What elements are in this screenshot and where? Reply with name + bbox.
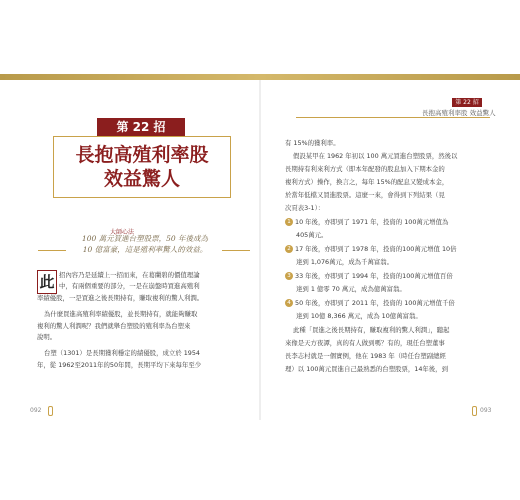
quote-line: 100 萬元買進台塑股票，50 年後成為	[81, 234, 209, 243]
body-line: 招內容乃是延續上一招而來，在葛蘭碧的價值理論	[59, 271, 200, 279]
running-header-tag: 第 22 招	[452, 98, 482, 107]
running-header-title: 長抱高殖利率股 效益驚人	[422, 109, 496, 117]
body-line: 說明。	[37, 333, 57, 341]
body-line: 此種「買進之後長期持有，賺取複利的驚人利潤」，聽起	[293, 326, 450, 334]
body-line: 中，有兩個重要的部分，一是在崩盤時買進高殖利	[59, 282, 200, 290]
body-line: 於當年低檔又買進股票。這麼一來，會得到下列結果（見	[285, 191, 445, 199]
body-line: 率績優股，一是買進之後長期持有，賺取複利的驚人利潤。	[37, 294, 204, 302]
list-item-line: 50 年後，亦即到了 2011 年，投資的 100萬元增值千倍	[295, 299, 455, 307]
list-item	[285, 271, 453, 282]
number-badge: 1	[285, 218, 293, 226]
chapter-tag: 第 22 招	[97, 118, 185, 136]
body-line: 來像是天方夜譚，真的有人做到嗎？有的，現任台塑董事	[285, 339, 445, 347]
list-item-cont: 405萬元。	[296, 231, 328, 239]
list-item-cont: 達到 1 億零 70 萬元，成為億萬富翁。	[296, 285, 406, 293]
chapter-title-line2: 效益驚人	[103, 168, 180, 190]
body-line: 年，從 1962至2011年的50年間，長期平均下來每年至少	[37, 361, 202, 369]
body-line: 次頁表3-1）：	[285, 204, 325, 212]
body-line: 長期持有利來利方式（即本年配發的股息加入下期本金的	[285, 165, 445, 173]
quote-tag: 大師心法	[110, 229, 135, 236]
page-marker-left	[48, 406, 53, 416]
header-rule	[296, 117, 490, 118]
list-item	[285, 244, 457, 255]
list-item-cont: 達到 1,076萬元，成為千萬富翁。	[296, 258, 394, 266]
page-number-left: 092	[30, 407, 42, 414]
body-line: 長李志村就是一個實例，他在 1983 年（時任台塑副總經	[285, 352, 446, 360]
number-badge: 2	[285, 245, 293, 253]
drop-cap: 此	[37, 270, 57, 294]
list-item-line: 10 年後，亦即到了 1971 年，投資的 100萬元增值為	[295, 218, 449, 226]
quote-line: 10 億富豪，這是殖利率驚人的效益。	[82, 245, 208, 254]
quote-ornament-right	[222, 238, 250, 251]
list-item-cont: 達到 10億 8,366 萬元，成為 10億萬富翁。	[296, 312, 422, 320]
page-number-right: 093	[480, 407, 492, 414]
list-item-line: 33 年後，亦即到了 1994 年，投資的100萬元增值百倍	[295, 272, 453, 280]
number-badge: 4	[285, 299, 293, 307]
quote-ornament-left	[38, 238, 66, 251]
number-badge: 3	[285, 272, 293, 280]
list-item-line: 17 年後，亦即到了 1978 年，投資的100萬元增值 10倍	[295, 245, 457, 253]
list-item	[285, 217, 448, 228]
chapter-title-line1: 長抱高殖利率股	[75, 144, 209, 166]
body-line: 複利方式）操作，換言之，每年 15%的配息又變成本金，	[285, 178, 449, 186]
chapter-title-box	[53, 136, 231, 198]
book-spine	[259, 80, 261, 420]
body-line: 有 15%的獲利率。	[285, 139, 340, 147]
page-marker-right	[472, 406, 477, 416]
list-item	[285, 298, 455, 309]
body-line: 複利的驚人利潤呢？我們就舉台塑股的殖利率為台塑來	[37, 322, 191, 330]
body-line: 假設某甲在 1962 年初以 100 萬元買進台塑股票，然後以	[293, 152, 458, 160]
body-line: 為什麼買進高殖利率績優股，並長期持有，就能夠賺取	[44, 310, 198, 318]
body-line: 理）以 100萬元買進自己最熟悉的台塑股票，14年後，到	[285, 365, 448, 373]
master-quote	[70, 233, 220, 255]
body-line: 台塑（1301）是長期獲利穩定的績優股，成立於 1954	[44, 349, 200, 357]
